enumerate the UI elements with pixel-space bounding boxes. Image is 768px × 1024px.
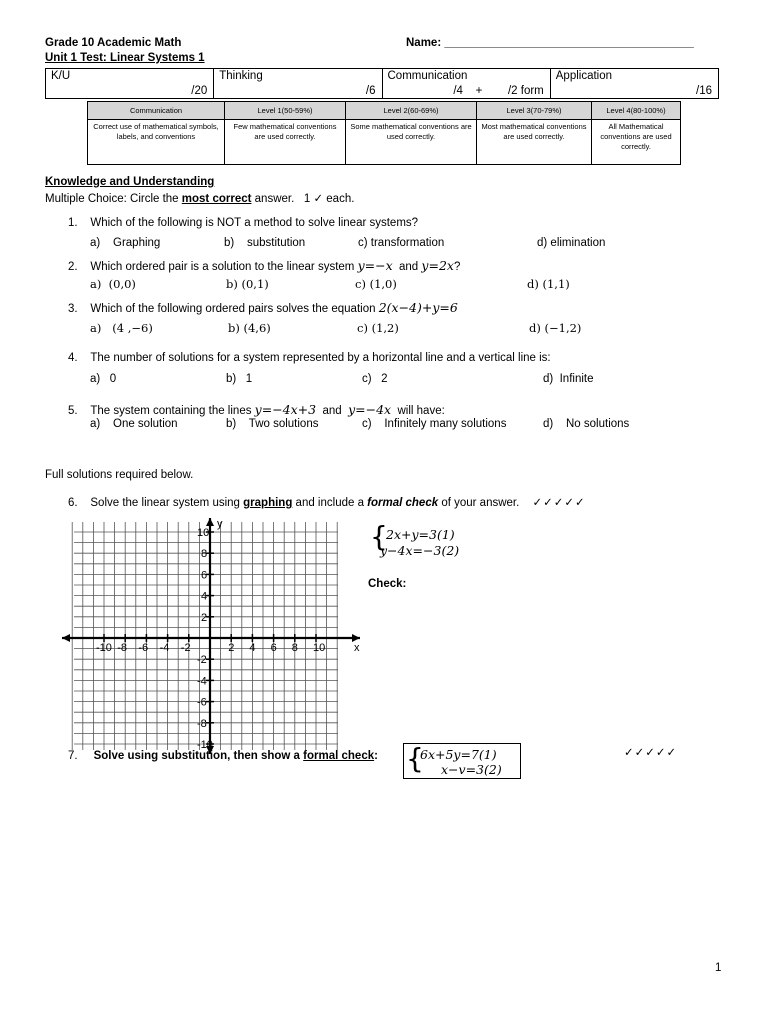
y-tick-label: 2 — [201, 611, 208, 624]
score-label: Thinking — [219, 70, 263, 82]
question-6 — [68, 495, 586, 509]
option-3c[interactable]: c) (1,2) — [357, 321, 399, 335]
question-text: Which of the following ordered pairs solves the equation — [90, 303, 379, 315]
score-out-of: /6 — [365, 85, 376, 97]
rubric-cell: Correct use of mathematical symbols, labels, and conventions — [88, 120, 225, 165]
option-4c[interactable]: c) 2 — [362, 373, 388, 385]
brace-icon: { — [406, 742, 424, 775]
arrow-left-icon — [62, 634, 70, 642]
equation-2: y−4x=−3(2) — [380, 543, 460, 558]
y-tick-label: 10 — [197, 527, 210, 539]
option-5a[interactable]: a) One solution — [90, 418, 178, 430]
system-box-q7 — [403, 743, 521, 779]
rubric-cell: Few mathematical conventions are used correctly. — [225, 120, 346, 165]
rubric-header: Communication — [88, 102, 225, 120]
rubric-header: Level 2(60-69%) — [346, 102, 477, 120]
option-5d[interactable]: d) No solutions — [543, 418, 630, 430]
x-tick-label: -4 — [159, 642, 170, 654]
x-tick-label: -10 — [96, 642, 112, 654]
score-out-of: /4 + /2 form — [453, 85, 544, 97]
question-2 — [68, 258, 460, 273]
option-2a[interactable]: a) (0,0) — [90, 277, 136, 291]
y-tick-label: 4 — [201, 590, 208, 603]
question-text: and include a — [292, 497, 368, 509]
coordinate-grid[interactable] — [60, 518, 370, 754]
rubric-cell: Some mathematical conventions are used correctly. — [346, 120, 477, 165]
unit-title: Unit 1 Test: Linear Systems 1 — [45, 52, 205, 64]
question-number: 6. — [68, 497, 78, 509]
question-text: and — [316, 405, 349, 417]
course-title: Grade 10 Academic Math — [45, 37, 182, 49]
rubric-header: Level 1(50-59%) — [225, 102, 346, 120]
question-1 — [68, 217, 418, 229]
question-number: 4. — [68, 352, 78, 364]
option-2c[interactable]: c) (1,0) — [355, 277, 397, 291]
option-5b[interactable]: b) Two solutions — [226, 418, 319, 430]
score-cell-thinking — [214, 69, 382, 98]
question-emphasis: formal check — [367, 497, 439, 509]
x-tick-label: 8 — [291, 642, 298, 654]
option-1b[interactable]: b) substitution — [224, 237, 306, 249]
question-emphasis: graphing — [243, 497, 293, 509]
x-tick-label: -2 — [180, 642, 191, 654]
y-tick-label: -10 — [197, 739, 213, 751]
x-tick-label: 10 — [313, 642, 326, 654]
score-cell-communication — [383, 69, 551, 98]
mc-intro-text: Multiple Choice: Circle the — [45, 193, 182, 205]
brace-icon: { — [370, 520, 388, 553]
question-7 — [68, 750, 378, 762]
equation: 2(x−4)+y=6 — [378, 300, 458, 315]
equation-1: 6x+5y=7(1) — [420, 747, 497, 762]
option-4b[interactable]: b) 1 — [226, 373, 253, 385]
checkmarks-icon: ✓✓✓✓✓ — [532, 497, 586, 509]
rubric-table — [87, 101, 681, 165]
section-title: Knowledge and Understanding — [45, 176, 215, 188]
option-1c[interactable]: c) transformation — [358, 237, 445, 249]
option-3d[interactable]: d) (−1,2) — [529, 321, 582, 335]
question-number: 1. — [68, 217, 78, 229]
y-tick-label: -4 — [197, 675, 207, 688]
question-text: Which of the following is NOT a method to solve linear systems? — [90, 217, 419, 229]
question-number: 2. — [68, 261, 78, 273]
question-text: and — [392, 261, 422, 273]
option-4d[interactable]: d) Infinite — [543, 373, 594, 385]
option-3b[interactable]: b) (4,6) — [228, 321, 271, 335]
option-2b[interactable]: b) (0,1) — [226, 277, 269, 291]
x-tick-label: -8 — [117, 642, 127, 654]
rubric-header: Level 3(70-79%) — [477, 102, 592, 120]
y-tick-label: 6 — [201, 569, 208, 582]
y-tick-label: -6 — [197, 696, 207, 709]
option-4a[interactable]: a) 0 — [90, 373, 117, 385]
mc-intro-emphasis: most correct — [181, 193, 252, 205]
score-out-of: /20 — [191, 85, 208, 97]
x-axis-label: x — [354, 642, 360, 654]
page-number: 1 — [715, 962, 722, 974]
question-number: 7. — [68, 750, 78, 762]
question-text: Solve the linear system using — [90, 497, 244, 509]
score-cell-application — [551, 69, 718, 98]
option-1a[interactable]: a) Graphing — [90, 237, 161, 249]
question-emphasis: formal check — [303, 750, 375, 762]
equation: y=−4x — [348, 402, 392, 417]
equation: y=−4x+3 — [254, 402, 317, 417]
question-5 — [68, 402, 445, 417]
option-2d[interactable]: d) (1,1) — [527, 277, 570, 291]
question-text: The number of solutions for a system represented by a horizontal line and a vertical line is: — [90, 352, 551, 364]
x-tick-label: 2 — [228, 642, 235, 654]
question-3 — [68, 300, 458, 315]
score-cell-ku — [46, 69, 214, 98]
rubric-cell: All Mathematical conventions are used correctly. — [592, 120, 681, 165]
y-tick-label: -8 — [197, 717, 207, 730]
equation-1: 2x+y=3(1) — [386, 527, 455, 542]
equation: y=2x — [421, 258, 454, 273]
score-out-of: /16 — [696, 85, 712, 97]
mc-instructions — [45, 191, 354, 205]
score-table — [45, 68, 719, 99]
rubric-header: Level 4(80-100%) — [592, 102, 681, 120]
x-tick-label: 6 — [270, 642, 277, 654]
full-solutions-label: Full solutions required below. — [45, 469, 194, 481]
question-text: Solve using substitution, then show a — [93, 750, 304, 762]
y-tick-label: -2 — [197, 654, 207, 667]
check-label: Check: — [368, 578, 407, 590]
question-text: The system containing the lines — [90, 405, 255, 417]
x-tick-label: 4 — [249, 642, 256, 654]
question-4 — [68, 352, 551, 364]
arrow-right-icon — [352, 634, 360, 642]
checkmarks-icon: ✓✓✓✓✓ — [624, 747, 678, 759]
question-text: of your answer. — [438, 497, 520, 509]
question-text: will have: — [391, 405, 445, 417]
option-1d[interactable]: d) elimination — [537, 237, 606, 249]
question-number: 3. — [68, 303, 78, 315]
mc-intro-suffix: answer. 1 ✓ each. — [251, 193, 355, 205]
question-text: ? — [453, 261, 461, 273]
score-label: K/U — [51, 70, 71, 82]
x-tick-label: -6 — [138, 642, 149, 654]
rubric-cell: Most mathematical conventions are used correctly. — [477, 120, 592, 165]
equation-2: x−v=3(2) — [441, 762, 502, 777]
name-field[interactable]: Name: _______________________________________ — [406, 37, 694, 49]
y-tick-label: 8 — [201, 548, 208, 561]
question-number: 5. — [68, 405, 78, 417]
option-5c[interactable]: c) Infinitely many solutions — [362, 418, 507, 430]
question-text: Which ordered pair is a solution to the linear system — [90, 261, 358, 273]
y-axis-label: y — [217, 518, 223, 530]
score-label: Application — [555, 70, 613, 82]
option-3a[interactable]: a) (4 ,−6) — [90, 321, 153, 335]
equation: y=−x — [357, 258, 393, 273]
score-label: Communication — [387, 70, 468, 82]
arrow-up-icon — [206, 518, 214, 526]
question-text: : — [374, 750, 378, 762]
